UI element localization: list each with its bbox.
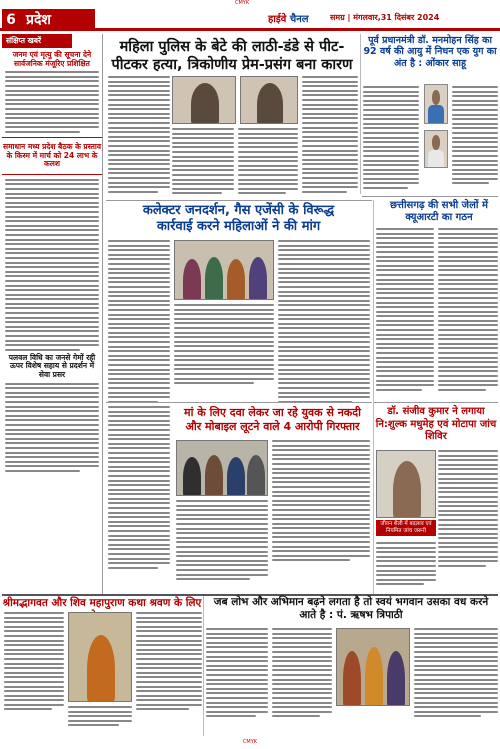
rule	[362, 196, 498, 197]
robbery-story-text-3	[272, 440, 370, 564]
pravachan-story-text-2	[272, 628, 332, 720]
brief-news-tag: संक्षिप्त खबरें	[2, 34, 72, 48]
brief-story-1-text	[5, 71, 99, 133]
page-number: 6	[2, 9, 20, 31]
jail-story-text-1	[376, 228, 434, 393]
health-story-text-1	[438, 450, 498, 569]
collector-headline-line-2: कार्रवाई करने महिलाओं ने की मांग	[156, 219, 321, 235]
collector-story-text-3	[278, 240, 370, 405]
right-top-headline: पूर्व प्रधानमंत्री डॉ. मनमोहन सिंह का 92 वर्ष की आयु में निधन एक युग का अंत है : ओंकार साहू	[363, 35, 497, 69]
lead-story-column-3	[238, 128, 298, 197]
lead-story-column-1	[108, 76, 170, 195]
portrait-omkar-sahu	[424, 130, 448, 168]
lead-photo-accused-2	[240, 76, 298, 124]
right-top-story-text-2	[452, 86, 498, 187]
health-camp-photo	[376, 450, 436, 518]
pravachan-photo	[336, 628, 410, 706]
robbery-story-headline: मां के लिए दवा लेकर जा रहे युवक से नकदी और मोबाइल लूटने वाले 4 आरोपी गिरफ्तार	[184, 406, 361, 433]
health-camp-headline: डॉ. संजीव कुमार ने लगाया नि:शुल्क मधुमेह एवं मोटापा जांच शिविर	[375, 406, 497, 442]
rule	[106, 200, 372, 201]
bhagwat-story-text-3	[136, 612, 202, 713]
lead-headline-line-2: पीटकर हत्या, त्रिकोणीय प्रेम-प्रसंग बना कारण	[111, 57, 353, 74]
brief-story-2-box	[2, 137, 102, 175]
section-title: प्रदेश	[20, 9, 95, 31]
collector-story-text-2	[174, 304, 274, 387]
lead-story-column-2	[172, 128, 234, 197]
health-camp-photo-caption: जीवन शैली में बदलाव एवं नियमित जांच जरूरी	[376, 520, 436, 536]
masthead	[0, 9, 500, 31]
brief-story-3-headline: पलवल विधि का जनसे गेमों रही ऊपर विशेष सहाय से प्रदर्शन में सेवा प्रसर	[8, 352, 96, 380]
pravachan-story-text-1	[206, 628, 268, 720]
jail-story-text-2	[438, 228, 498, 393]
collector-story-text-1	[108, 240, 170, 405]
lead-story-column-4	[302, 76, 358, 195]
brand-name	[268, 11, 309, 25]
brief-story-3-text	[5, 383, 99, 472]
collector-photo-women	[174, 240, 274, 300]
health-story-text-2	[376, 542, 436, 588]
robbery-story-text-1	[108, 406, 170, 571]
column-divider	[373, 200, 374, 594]
rule	[374, 402, 498, 403]
lead-headline	[106, 38, 358, 74]
bhagwat-story-text-2	[68, 706, 132, 729]
left-column	[2, 34, 103, 594]
collector-headline-line-1: कलेक्टर जनदर्शन, गैस एजेंसी के विरूद्ध	[142, 203, 335, 218]
print-mark-top: CMYK	[235, 0, 250, 6]
brief-story-2-headline: समाधान मध्य प्रदेश बैठक के प्रस्ताव के किस्म में मार्च को 24 लाभ के कलश	[3, 141, 102, 169]
brand-prefix: हाईवे	[268, 14, 287, 25]
brand-suffix: चैनल	[289, 14, 309, 25]
brief-story-2-text	[5, 179, 99, 351]
robbery-story-text-2	[176, 500, 268, 583]
pravachan-story-text-3	[414, 628, 498, 720]
pravachan-headline: जब लोभ और अभिमान बढ़ने लगता है तो स्वयं भगवान उसका वध करने आते है : पं. ऋषभ त्रिपाठी	[213, 596, 489, 622]
bhagwat-katha-photo	[68, 612, 132, 702]
rule	[106, 402, 372, 403]
dateline: समग्र | मंगलवार,31 दिसंबर 2024	[330, 13, 440, 22]
brief-story-1-headline: जनम एवं मृत्यु की सूचना देने सार्वजनिक मंजूरिए प्रशिक्षित	[12, 50, 92, 68]
bhagwat-story-text-1	[4, 612, 64, 713]
lead-photo-accused-1	[172, 76, 236, 124]
right-top-story-text-1	[363, 86, 419, 192]
jail-qrt-headline: छत्तीसगढ़ की सभी जेलों में क्यूआरटी का गठन	[390, 200, 488, 223]
robbery-photo-accused	[176, 440, 268, 496]
bhagwat-katha-headline: श्रीमद्भागवत और शिव महापुराण कथा श्रवण के लिए	[2, 597, 202, 609]
lead-headline-line-1: महिला पुलिस के बेटे की लाठी-डंडे से पीट-	[119, 39, 345, 55]
portrait-former-pm	[424, 84, 448, 124]
print-mark-bottom: CMYK	[242, 739, 258, 745]
column-divider	[360, 34, 361, 194]
collector-story-headline	[106, 203, 371, 236]
